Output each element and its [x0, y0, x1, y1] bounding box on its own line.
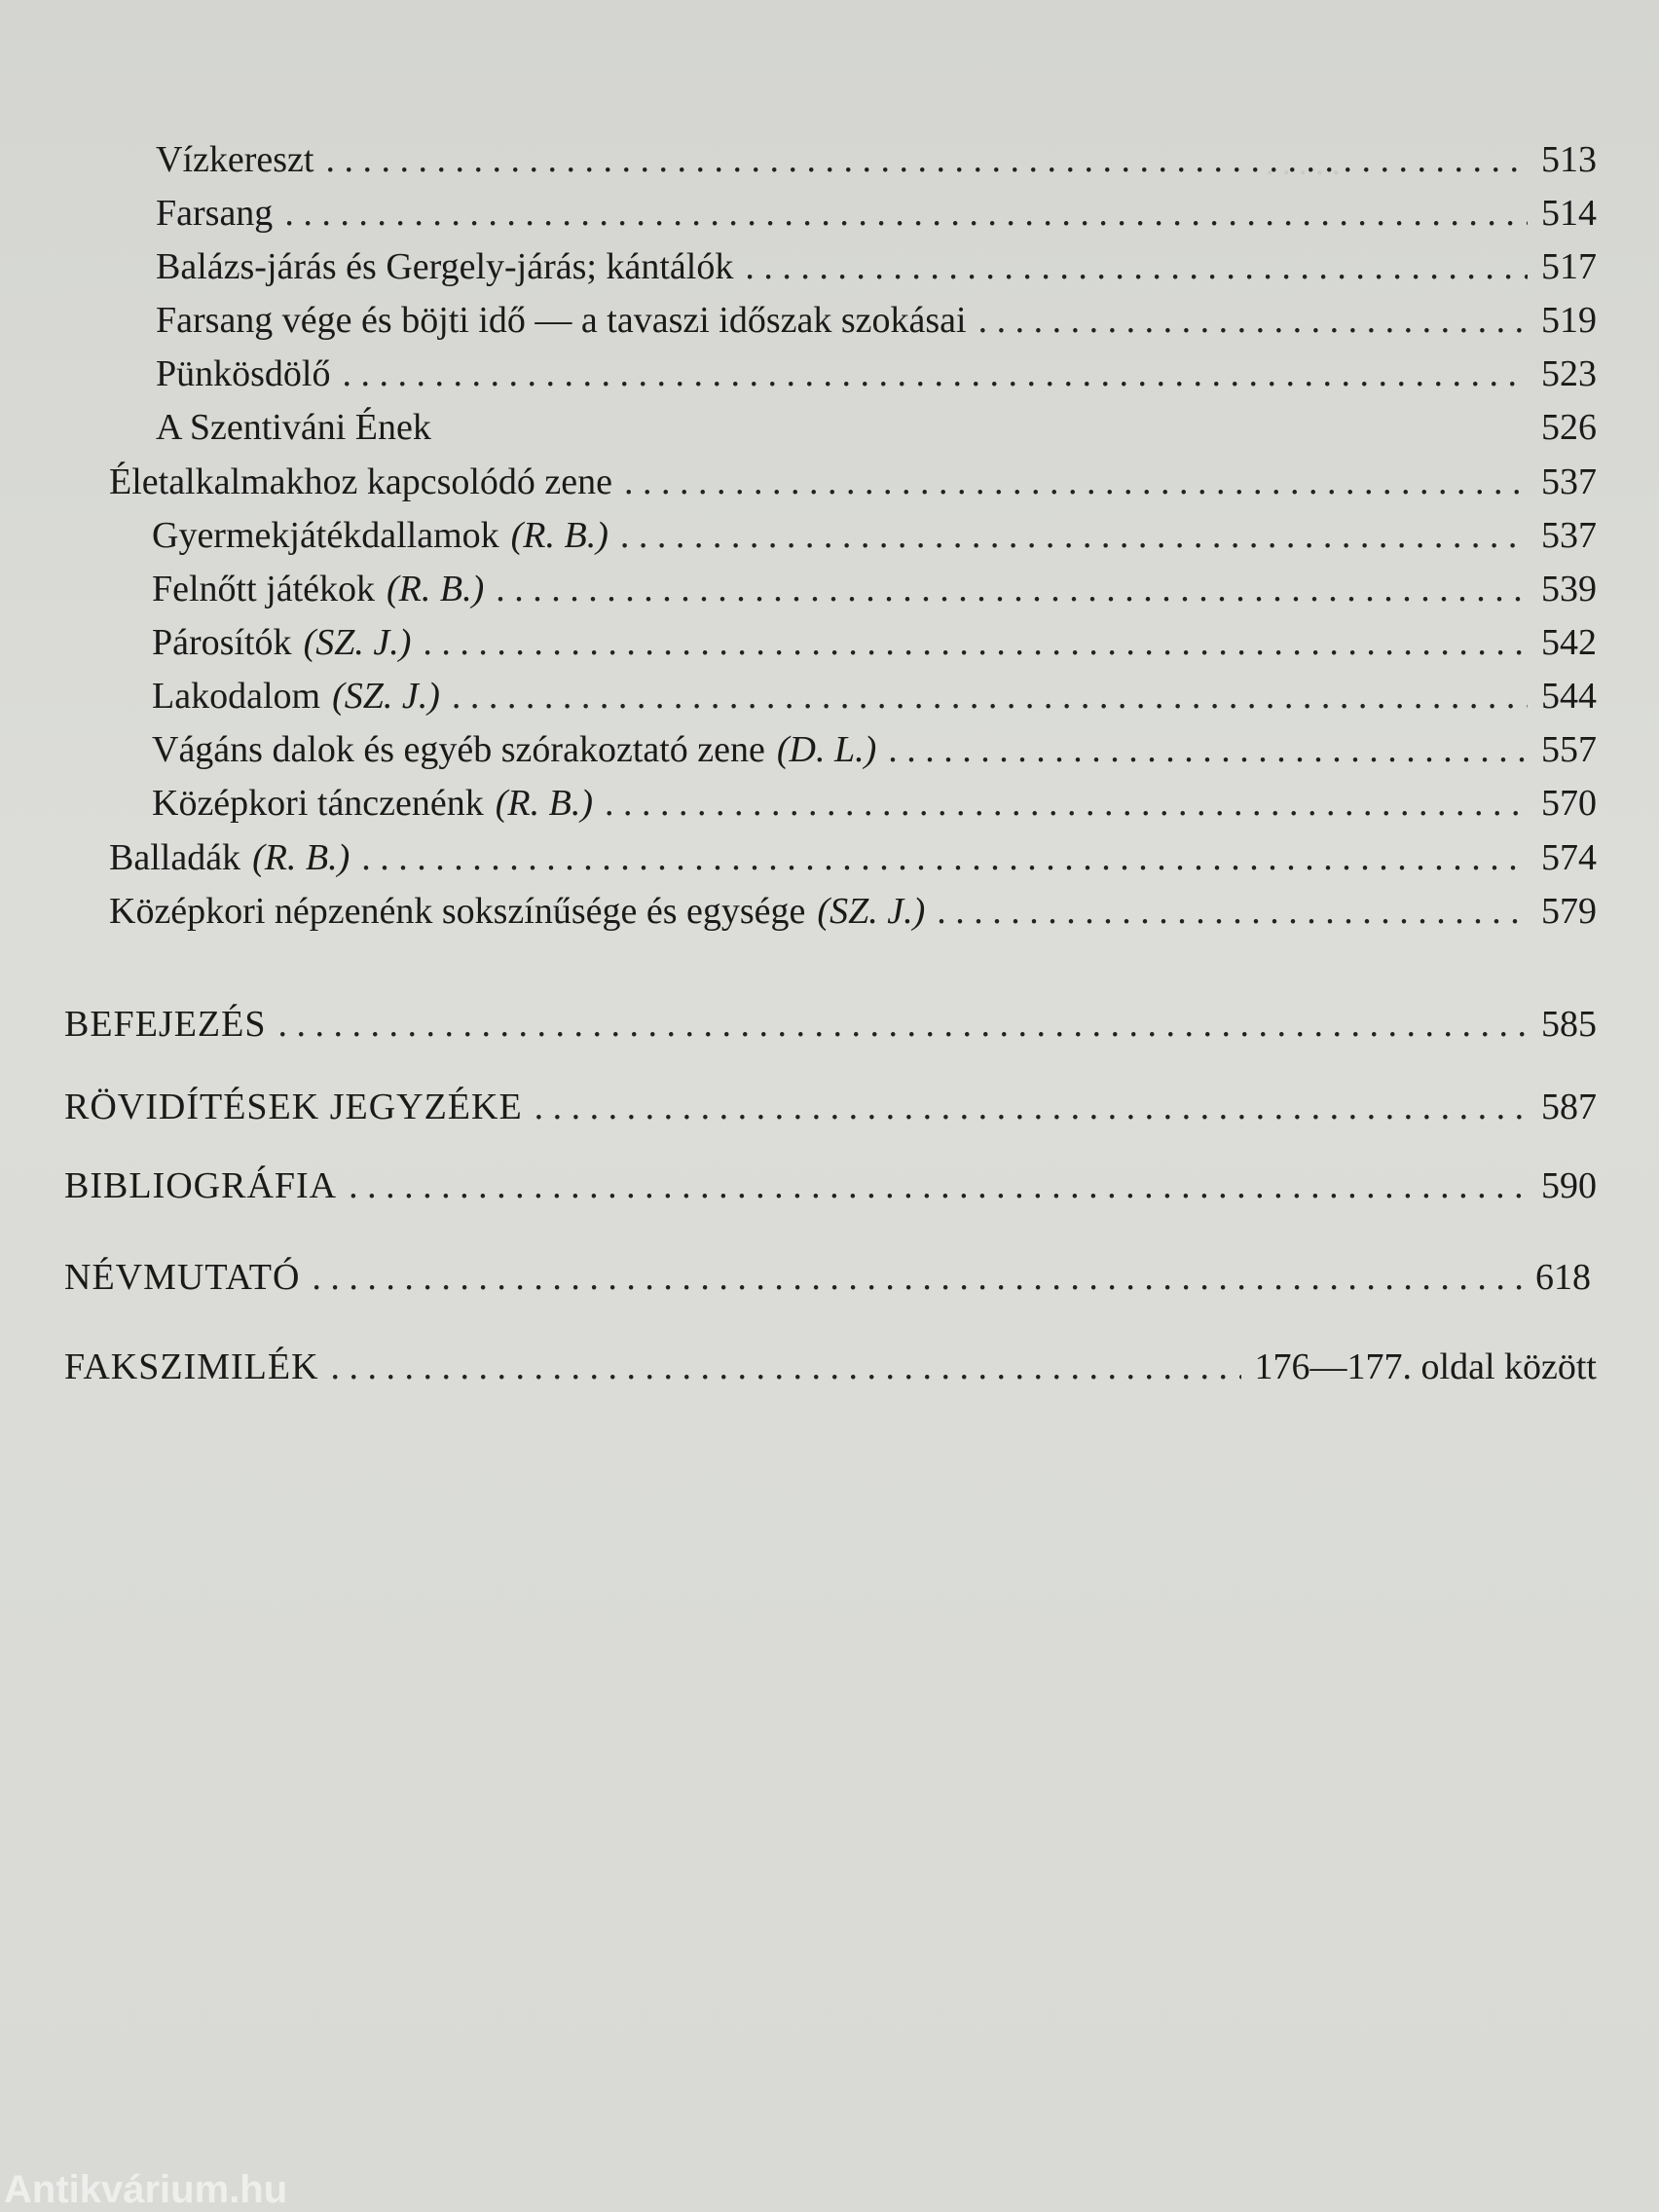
- toc-entry-author: (R. B.): [252, 837, 350, 878]
- toc-entry-title: Középkori népzenénk sokszínűsége és egysége: [109, 891, 806, 932]
- dot-leader: [496, 568, 1528, 610]
- show-through-line: . . . . .: [1266, 146, 1341, 182]
- toc-entry-title: Balladák: [109, 837, 241, 878]
- toc-entry-title: BIBLIOGRÁFIA: [64, 1165, 338, 1206]
- toc-entry-page: 542: [1541, 622, 1597, 663]
- dot-leader: [423, 621, 1528, 664]
- dot-leader: [361, 836, 1528, 879]
- toc-entry-page: 585: [1541, 1004, 1597, 1045]
- dot-leader: [888, 728, 1528, 771]
- toc-entry-title: Pünkösdölő: [156, 353, 331, 394]
- toc-entry-title: Felnőtt játékok: [152, 569, 376, 609]
- toc-entry-title: FAKSZIMILÉK: [64, 1346, 319, 1387]
- toc-entry-title: Életalkalmakhoz kapcsolódó zene: [109, 461, 613, 502]
- toc-entry-page: 618: [1535, 1257, 1591, 1298]
- toc-entry-page: 513: [1541, 139, 1597, 180]
- toc-entry-page: 523: [1541, 353, 1597, 394]
- toc-entry-title: A Szentiváni Ének: [156, 407, 431, 448]
- toc-entry-page: 514: [1541, 193, 1597, 234]
- dot-leader: [535, 1086, 1528, 1128]
- dot-leader: [331, 1346, 1241, 1388]
- toc-entry[interactable]: [156, 352, 1597, 395]
- toc-entry-page: 519: [1541, 300, 1597, 341]
- dot-leader: [349, 1164, 1528, 1207]
- toc-entry[interactable]: [156, 406, 1597, 449]
- dot-leader: [620, 514, 1528, 557]
- dot-leader: [277, 1003, 1528, 1046]
- toc-entry-page: 517: [1541, 246, 1597, 287]
- toc-entry[interactable]: [156, 299, 1597, 342]
- toc-entry[interactable]: [64, 1003, 1597, 1046]
- toc-entry-page: 574: [1541, 837, 1597, 878]
- toc-entry[interactable]: [109, 461, 1597, 503]
- toc-entry-title: Gyermekjátékdallamok: [152, 515, 499, 556]
- toc-entry[interactable]: [64, 1086, 1597, 1128]
- toc-entry-page: 590: [1541, 1165, 1597, 1206]
- toc-entry[interactable]: [109, 890, 1597, 933]
- toc-entry[interactable]: [152, 675, 1597, 718]
- dot-leader: [452, 675, 1528, 718]
- dot-leader: [312, 1256, 1522, 1299]
- toc-entry[interactable]: [156, 245, 1597, 288]
- toc-entry-author: (R. B.): [387, 569, 485, 609]
- dot-leader: [342, 352, 1528, 395]
- toc-entry[interactable]: [64, 1164, 1597, 1207]
- toc-entry-author: (R. B.): [510, 515, 608, 556]
- toc-entry[interactable]: [156, 138, 1597, 181]
- toc-entry-title: Farsang vége és böjti idő — a tavaszi időszak szokásai: [156, 300, 967, 341]
- dot-leader: [937, 890, 1528, 933]
- toc-entry[interactable]: [152, 568, 1597, 610]
- toc-entry-author: (R. B.): [495, 783, 594, 824]
- toc-entry-author: (SZ. J.): [332, 676, 440, 717]
- toc-entry-page: 539: [1541, 569, 1597, 609]
- dot-leader: [624, 461, 1528, 503]
- toc-entry-title: Középkori tánczenénk: [152, 783, 484, 824]
- toc-entry-title: Vízkereszt: [156, 139, 314, 180]
- toc-entry[interactable]: [152, 514, 1597, 557]
- toc-entry-page: 526: [1541, 407, 1597, 448]
- toc-entry-title: Farsang: [156, 193, 274, 234]
- toc-entry-title: Vágáns dalok és egyéb szórakoztató zene: [152, 729, 765, 770]
- toc-entry[interactable]: [156, 192, 1597, 235]
- toc-entry[interactable]: [109, 836, 1597, 879]
- toc-entry-page: 579: [1541, 891, 1597, 932]
- toc-entry-title: BEFEJEZÉS: [64, 1004, 267, 1045]
- toc-entry-title: Balázs-járás és Gergely-járás; kántálók: [156, 246, 734, 287]
- toc-entry-author: (D. L.): [776, 729, 877, 770]
- toc-entry-page: 570: [1541, 783, 1597, 824]
- toc-entry-page: 176—177. oldal között: [1254, 1346, 1597, 1387]
- toc-entry-author: (SZ. J.): [817, 891, 926, 932]
- toc-entry-page: 557: [1541, 729, 1597, 770]
- dot-leader: [605, 782, 1528, 825]
- watermark: Antikvárium.hu: [4, 2168, 288, 2211]
- toc-entry-page: 537: [1541, 461, 1597, 502]
- dot-leader: [284, 192, 1528, 235]
- toc-entry[interactable]: [64, 1346, 1597, 1388]
- toc-entry[interactable]: [64, 1256, 1591, 1299]
- toc-entry-page: 544: [1541, 676, 1597, 717]
- dot-leader: [325, 138, 1528, 181]
- toc-entry-page: 537: [1541, 515, 1597, 556]
- toc-entry-page: 587: [1541, 1087, 1597, 1127]
- dot-leader: [978, 299, 1528, 342]
- toc-entry-author: (SZ. J.): [303, 622, 412, 663]
- toc-entry-title: NÉVMUTATÓ: [64, 1257, 301, 1298]
- toc-entry-title: RÖVIDÍTÉSEK JEGYZÉKE: [64, 1087, 523, 1127]
- toc-entry-title: Párosítók: [152, 622, 292, 663]
- toc-entry[interactable]: [152, 728, 1597, 771]
- toc-entry[interactable]: [152, 782, 1597, 825]
- dot-leader: [745, 245, 1528, 288]
- toc-entry[interactable]: [152, 621, 1597, 664]
- toc-entry-title: Lakodalom: [152, 676, 321, 717]
